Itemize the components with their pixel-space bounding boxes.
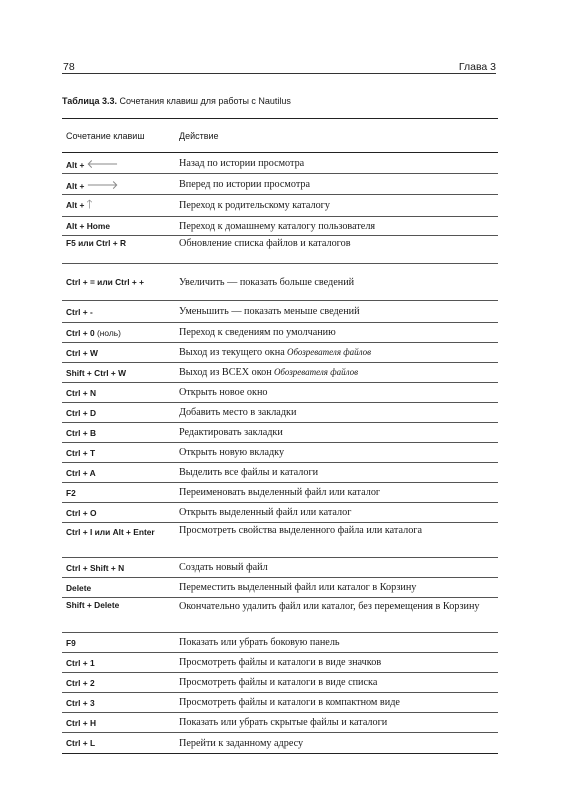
action-cell: Уменьшить — показать меньше сведений — [173, 301, 498, 323]
action-cell: Редактировать закладки — [173, 423, 498, 443]
table-row — [62, 523, 498, 558]
action-cell: Увеличить — показать больше сведений — [173, 264, 498, 301]
action-cell: Открыть новую вкладку — [173, 443, 498, 463]
table-row — [62, 693, 498, 713]
table-row — [62, 363, 498, 383]
table-row — [62, 463, 498, 483]
action-cell: Вперед по истории просмотра — [173, 174, 498, 195]
action-cell: Выход из ВСЕХ окон Обозревателя файлов — [173, 363, 498, 383]
action-cell: Переместить выделенный файл или каталог в Корзину — [173, 578, 498, 598]
action-cell: Показать или убрать боковую панель — [173, 633, 498, 653]
action-cell: Открыть новое окно — [173, 383, 498, 403]
shortcut-cell: Ctrl + 1 — [62, 653, 173, 673]
action-cell: Выход из текущего окна Обозревателя файлов — [173, 343, 498, 363]
shortcut-cell: Alt + Home — [62, 217, 173, 236]
shortcuts-table — [62, 118, 498, 754]
shortcut-cell: Ctrl + W — [62, 343, 173, 363]
shortcut-cell: Ctrl + 0 (ноль) — [62, 323, 173, 343]
action-cell: Создать новый файл — [173, 558, 498, 578]
action-cell: Окончательно удалить файл или каталог, без перемещения в Корзину — [173, 598, 498, 633]
table-row — [62, 301, 498, 323]
table-row — [62, 578, 498, 598]
table-row — [62, 153, 498, 174]
action-cell: Переход к сведениям по умолчанию — [173, 323, 498, 343]
action-cell: Переход к родительскому каталогу — [173, 195, 498, 217]
page-number: 78 — [63, 61, 75, 73]
action-cell: Выделить все файлы и каталоги — [173, 463, 498, 483]
column-header-shortcut: Сочетание клавиш — [62, 119, 173, 153]
shortcut-cell: Delete — [62, 578, 173, 598]
action-cell: Открыть выделенный файл или каталог — [173, 503, 498, 523]
table-row — [62, 174, 498, 195]
table-row — [62, 323, 498, 343]
action-cell: Обновление списка файлов и каталогов — [173, 236, 498, 264]
shortcut-cell: Ctrl + L — [62, 733, 173, 754]
table-row — [62, 483, 498, 503]
shortcut-cell: Ctrl + I или Alt + Enter — [62, 523, 173, 558]
table-row — [62, 383, 498, 403]
shortcut-cell: Shift + Ctrl + W — [62, 363, 173, 383]
shortcut-cell: Alt + 🡑 — [62, 195, 173, 217]
shortcut-cell: Ctrl + H — [62, 713, 173, 733]
table-row — [62, 423, 498, 443]
table-row — [62, 443, 498, 463]
table-row — [62, 264, 498, 301]
action-cell: Переименовать выделенный файл или каталог — [173, 483, 498, 503]
action-cell: Просмотреть свойства выделенного файла или каталога — [173, 523, 498, 558]
shortcut-cell: Ctrl + 3 — [62, 693, 173, 713]
arrow-left-icon: 🡐 — [86, 156, 119, 171]
shortcut-cell: Ctrl + A — [62, 463, 173, 483]
action-cell: Переход к домашнему каталогу пользователя — [173, 217, 498, 236]
action-cell: Просмотреть файлы и каталоги в виде списка — [173, 673, 498, 693]
table-caption — [62, 96, 291, 106]
page-header — [62, 61, 496, 76]
table-row — [62, 598, 498, 633]
table-row — [62, 236, 498, 264]
table-row — [62, 673, 498, 693]
shortcut-cell: Shift + Delete — [62, 598, 173, 633]
caption-label: Таблица 3.3. — [62, 96, 118, 106]
shortcut-cell: Ctrl + O — [62, 503, 173, 523]
column-header-action: Действие — [173, 119, 498, 153]
shortcut-cell: F9 — [62, 633, 173, 653]
table-row — [62, 733, 498, 754]
table-row — [62, 713, 498, 733]
table-row — [62, 558, 498, 578]
chapter-title: Глава 3 — [458, 61, 496, 73]
table-row — [62, 503, 498, 523]
shortcut-cell: Alt + 🡒 — [62, 174, 173, 195]
action-cell: Показать или убрать скрытые файлы и каталоги — [173, 713, 498, 733]
shortcut-cell: Ctrl + - — [62, 301, 173, 323]
shortcut-cell: Ctrl + Shift + N — [62, 558, 173, 578]
arrow-right-icon: 🡒 — [86, 177, 119, 192]
caption-text: Сочетания клавиш для работы с Nautilus — [119, 96, 291, 106]
action-cell: Просмотреть файлы и каталоги в компактном виде — [173, 693, 498, 713]
table-row — [62, 403, 498, 423]
table-row — [62, 217, 498, 236]
shortcut-cell: Ctrl + D — [62, 403, 173, 423]
header-rule — [62, 73, 496, 74]
table-row — [62, 633, 498, 653]
table-row — [62, 653, 498, 673]
table-header-row — [62, 119, 498, 153]
action-cell: Перейти к заданному адресу — [173, 733, 498, 754]
arrow-up-icon: 🡑 — [86, 197, 93, 211]
shortcut-cell: Ctrl + N — [62, 383, 173, 403]
shortcut-cell: F2 — [62, 483, 173, 503]
table-row — [62, 195, 498, 217]
shortcut-cell: Ctrl + T — [62, 443, 173, 463]
action-cell: Просмотреть файлы и каталоги в виде значков — [173, 653, 498, 673]
table-row — [62, 343, 498, 363]
shortcut-cell: Alt + 🡐 — [62, 153, 173, 174]
shortcut-cell: Ctrl + = или Ctrl + + — [62, 264, 173, 301]
shortcut-cell: F5 или Ctrl + R — [62, 236, 173, 264]
action-cell: Добавить место в закладки — [173, 403, 498, 423]
shortcut-cell: Ctrl + B — [62, 423, 173, 443]
action-cell: Назад по истории просмотра — [173, 153, 498, 174]
shortcut-cell: Ctrl + 2 — [62, 673, 173, 693]
